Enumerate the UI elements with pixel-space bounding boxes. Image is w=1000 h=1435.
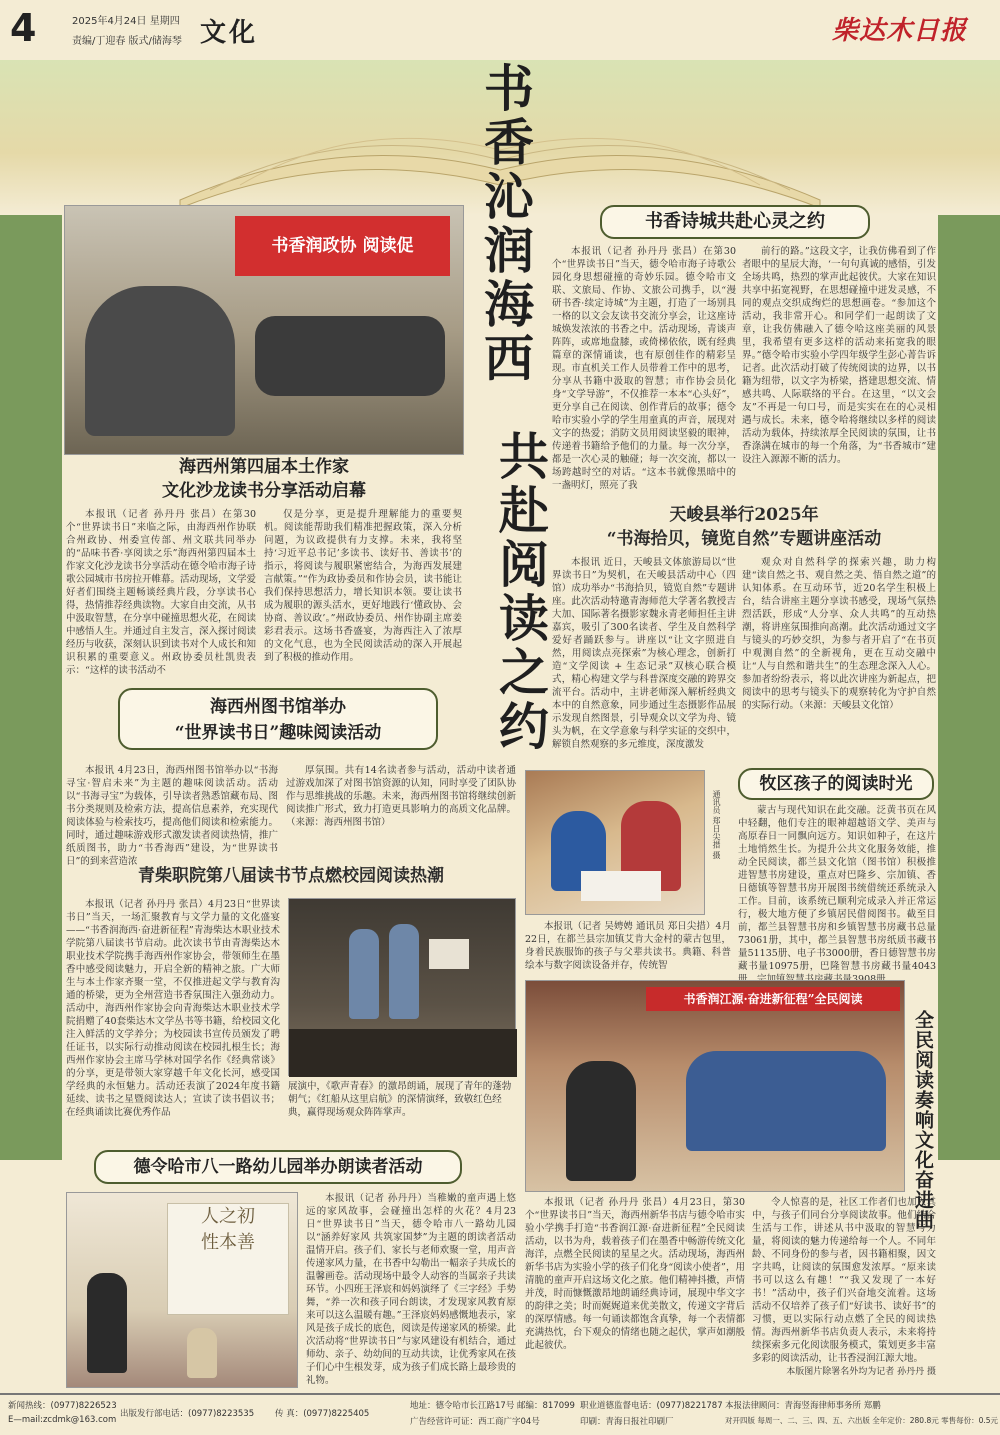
a7-body-col: [306, 1192, 516, 1388]
a7-title-box: 德令哈市八一路幼儿园举办朗读者活动: [94, 1150, 462, 1184]
a5-under-text: 本报讯（记者 吴娉娉 通讯员 郑日尖措）4月22日，在都兰县宗加镇艾肯大金村的蒙古包里，身着民族服饰的孩子与父辈共读书。典籍、科普绘本与数字阅读设备并存，传统智: [525, 921, 731, 971]
a1-col2-text: 仅是分享，更是提升理解能力的重要契机。阅读能帮助我们精准把握政策，深入分析问题，为议政提供有力支撑。未来，我将坚持‘习近平总书记’多读书、读好书、善读书’的指示，将阅读与履职紧密结合，为海西发展建言献策。”“作为政协委员和作协会员，读书能让我们保持思想活力，增长知识本领。要让读书成为履职的源头活水，更好地践行‘懂政协、会协商、善议政’。”州政协委员、州作协副主席姜彩君表示。这场书香盛宴，为海西注入了浓厚的文化气息，也为全民阅读活动的深入开展起到了积极的推动作用。: [264, 509, 462, 663]
page-header: [0, 0, 1000, 58]
students-group: [686, 1051, 886, 1151]
a2-title-box: 书香诗城共赴心灵之约: [600, 205, 870, 239]
footer-legal-counsel: 本报法律顾问：青海竖海律师事务所 郑鹏: [725, 1401, 881, 1411]
page-number: 4: [10, 6, 37, 50]
a1-headline-line2: 文化沙龙读书分享活动启幕: [162, 481, 366, 501]
a4-col2-text: 厚氛围。共有14名读者参与活动，活动中读者通过游戏加深了对图书馆资源的认知，同时享受了团队协作与思维挑战的乐趣。未来，海西州图书馆将继续创新阅读推广形式，致力打造更具影响力的高质文化品牌。（来源：海西州图书馆）: [286, 765, 516, 828]
a4-title-box: [118, 688, 438, 750]
a5-side-text: 蒙古与现代知识在此交融。泛黄书页在风中轻翻，他们专注的眼神超越语文学、美声与高原春日一同飘向远方。知识如种子，在这片土地悄然生长。为提升公共文化服务效能，推动全民阅读，都兰县文化馆（图书馆）积极推进智慧书房建设，重点对巴隆乡、宗加镇、香日德镇等智慧书房开展图书统借统还系统录入工作。目前，该系统已顺利完成录入并正常运行，极大地方便了乡镇居民借阅图书。截至目前，都兰县智慧书房和乡镇智慧书房藏书总量73061册，其中，都兰县智慧书房纸质书藏书量51135册、电子书3000册，香日德智慧书房藏书量10975册，巴隆智慧书房藏书量4043: [738, 805, 936, 972]
a6-col-text: 本报讯（记者 孙丹丹 张昌）4月23日“世界读书日”当天，一场汇聚教育与文学力量的文化盛宴——“书香润海西·奋进新征程”青海柴达木职业技术学院第八届读书节启动。此次读书节由青海柴达木职业技术学院携手海西州作家协会，带领师生在墨香中感受阅读魅力，开启全新的精神之旅。广大师生与本土作家齐聚一堂，不仅推进起文学与教育沟通的桥梁，更为全州营造书香氛围注入强劲动力。活动中，海西州作家协会向青海柴达木职业技术学院捐赠了40套柴达木文学丛书等书籍，给校园文化注入鲜活的文学养分；为校园读书宣传员颁发了聘任证书，以实际行动推动阅读在校园扎根生长；海西州作家协会主席马学林对国学名作《经典常谈》的分享，更是带领大家穿越千年文化长河，感受国学经典的永恒魅力。活动还表演了2024年度书籍延续、读书之星暨阅读达人；宣读了读书倡议书；在经典诵读比赛优秀作品: [66, 899, 280, 1118]
a5-body-side: [738, 804, 936, 974]
stage-floor: [289, 1029, 517, 1077]
right-green-border: [938, 215, 1000, 1160]
reader-figure: [85, 286, 235, 436]
footer-address: 地址：德令哈市长江路17号 邮编：817099: [410, 1401, 575, 1411]
a6-photo-caption: 展演中，《歌声青春》的激昂朗诵，展现了青年的蓬勃朝气；《红船从这里启航》的深情演绎，致敬红色经典，赢得现场观众阵阵掌声。: [288, 1081, 512, 1118]
a1-body-col1: [66, 508, 256, 680]
a3-body-col2: [742, 556, 936, 744]
footer-news-hotline: 新闻热线：(0977)8226523: [8, 1401, 117, 1411]
section-name: 文化: [200, 18, 259, 48]
stage-screen: 人之初 性本善: [167, 1203, 289, 1315]
a6-body-col: [66, 898, 280, 1144]
a8-col2-text: 令人惊喜的是，社区工作者们也加入其中，与孩子们同台分享阅读故事。他们结合生活与工作，讲述从书中汲取的智慧与力量，将阅读的魅力传递给每一个人。不同年龄、不同身份的参与者，因书籍相聚，因文字共鸣，让阅读的氛围愈发浓厚。“原来读书可以这么有趣！”“我又发现了一本好书！”活动中，孩子们兴奋地交流着。这场活动不仅培养了孩子们“好读书、读好书”的习惯，更以实际行动点燃了全民的阅读热情。海西州新华书店负责人表示，未来将持续探索多元化阅读服务模式，策划更多丰富多彩的阅读活动，让书香浸润江源大地。: [752, 1197, 936, 1364]
a3-col2-text: 观众对自然科学的探索兴趣，助力构建“读自然之书、观自然之美、悟自然之道”的认知体系。在互动环节，近20名学生积极上台，结合讲座主题分享读书感受，现场气氛热烈活跃，形成“人分享、众人共鸣”的互动热潮，将讲座氛围推向高潮。此次活动通过文字与镜头的巧妙交织，为参与者开启了“在书页中观测自然”的全新视角，更在互动交融中让“人与自然和谐共生”的生态理念深入人心。参加者纷纷表示，将以此次讲座为新起点，把阅读中的思考与镜头下的观察转化为守护自然的实际行动。（来源：天峻县文化馆）: [742, 557, 936, 711]
performer-2: [389, 924, 419, 1019]
footer-ad-license: 广告经营许可证：西工商广字04号: [410, 1417, 540, 1427]
a2-col1-text: 本报讯（记者 孙丹丹 张昌）在第30个“世界读书日”当天，德令哈市海子诗歌公园化身思想碰撞的奇妙乐园。德令哈市文联、文旅局、作协、文旅公司携手，以“漫研书香·续定诗城”为主题，打造了一场别具一格的以文会友读书交流分享会，让这座诗城焕发浓浓的书香之中。活动现场，青谈声阵阵，或席地盘膝，或倚梯依依，既有经典篇章的深情诵读，也有原创佳作的精彩呈现。市直机关工作人员带着工作中的思考，分享从书籍中汲取的智慧；市作协会员化身“文学导游”，不仅推荐一本本“心头好”，更分享自己在阅读、创作背后的故事；德令哈市实验小学的学生用童真的声音，展现对文字的热爱；消防文员用阅读坚毅的眼神，传递着书籍给予他们的力量。每一次分享，都是一次心灵的触碰；每一次交流，都以一场跨越时空的对话。“这本书就像黑暗中的一盏明灯，照亮了我: [552, 246, 736, 491]
a5-title-box: 牧区孩子的阅读时光: [738, 768, 934, 800]
a8-col1-text: 本报讯（记者 孙丹丹 张昌）4月23日，第30个“世界读书日”当天，海西州新华书店与德令哈市实验小学携手打造“书香润江源·奋进新征程”全民阅读活动，以书为舟，载着孩子们在墨香中畅游传统文化海洋，点燃全民阅读的星星之火。活动现场，海西州新华书店为实验小学的孩子们化身“阅读小使者”，用清脆的童声开启这场文化之旅。他们精神抖擞，声情并茂，时而慷慨激昂地朗诵经典诗词，展现中华文字的韵律之美；时而娓娓道来优美散文，传递文字背后的深厚情感。每一句诵读都饱含真挚，每一个表情都充满热忱，台下观众的情绪也随之起伏，掌声如潮般此起彼伏。: [525, 1197, 745, 1351]
footer-printer: 印刷：青海日报社印刷厂: [580, 1417, 674, 1427]
kindergarten-photo: [66, 1192, 298, 1388]
editors-line: 责编/丁迎春 版式/储海琴: [72, 36, 182, 47]
a8-vertical-title: 全民阅读奏响文化奋进曲: [912, 1010, 934, 1230]
child-figure: [187, 1328, 217, 1378]
footer-ethics-phone: 职业道德监督电话：(0977)8221787: [580, 1401, 723, 1411]
pastoral-kids-photo: [525, 770, 705, 915]
audience-figures: [255, 316, 445, 396]
a3-headline-line2: “书海拾贝，镜览自然”专题讲座活动: [606, 529, 882, 549]
footer-pricing: 对开四版 每周一、二、三、四、五、六出版 全年定价：280.8元 零售每份：0.5元: [725, 1416, 999, 1425]
a6-headline: 青柴职院第八届读书节点燃校园阅读热潮: [138, 866, 444, 886]
a3-headline: [552, 503, 936, 553]
a1-headline-line1: 海西州第四届本土作家: [179, 457, 349, 477]
a4-col1-text: 本报讯 4月23日，海西州图书馆举办以“书海寻宝·智启未来”为主题的趣味阅读活动。活动以“书海寻宝”为载体，引导读者熟悉馆藏布局、图书分类规则及检索方法，提高信息素养，充实现代阅读体验与检索技巧，提高他们阅读和检索能力。同时，通过趣味游戏形式激发读者阅读热情，推广纸质图书，助力“书香海西”建设，为“世界读书日”的到来营造浓: [66, 765, 278, 867]
a4-body-col1: [66, 764, 278, 867]
national-reading-photo: [525, 980, 905, 1192]
a1-col1-text: 本报讯（记者 孙丹丹 张昌）在第30个“世界读书日”来临之际，由海西州作协联合州政协、州委宣传部、州文联共同举办的“品味书香·享阅读之乐”海西州第四届本土作家文化沙龙读书分享活动在德令哈市海子诗歌公园城市书房拉开帷幕。活动现场，文学爱好者们围绕主题畅谈经典片段，分享读书心得，热情推荐经典读物。大家自由交流，从书中汲取智慧，在分享中碰撞思想火花，在阅读中感悟人生。并通过自主发言，深入探讨阅读经历与收获，深刻认识到读书对个人成长和知识积累的重要意义。州政协委员杜凯贵表示：“这样的读书活动不: [66, 509, 257, 676]
footer-fax: 传 真：(0977)8225405: [275, 1409, 370, 1419]
staff-figure: [566, 1061, 636, 1181]
left-green-border: [0, 215, 62, 1160]
a1-headline: [66, 455, 462, 505]
a2-col2-text: 前行的路。”这段文字，让我仿佛看到了作者眼中的星辰大海，‘一句句真诚的感悟，引发全场共鸣，热烈的掌声此起彼伏。大家在知识共享中拓宽视野，在思想碰撞中迸发灵感，不同的观点交织成绚烂的思想画卷。“参加这个活动，我非常开心。和同学们一起朗读了文章，让我仿佛融入了德令哈这座美丽的风景里，我希望有更多这样的活动来拓宽我的眼界。”德令哈市实验小学四年级学生彭心菁告诉记者。此次活动打破了传统阅读的边界，以书籍为纽带，以文字为桥梁，搭建思想交流、情感共鸣、人际联络的平台。在这里，“以文会友”不再是一句口号，而是实实在在的心灵相遇与成长。未来，德令哈将继续以多样的阅读活动为载体，持续浓厚全民阅读的氛围，让书香涤满在城市的每一个角落，为“书香城市”建设注入源源不断的活力。: [742, 246, 936, 465]
a4-body-col2: [286, 764, 516, 846]
issue-date: 2025年4月24日 星期四: [72, 16, 180, 27]
a2-body-col1: [552, 245, 736, 493]
a3-headline-line1: 天峻县举行2025年: [669, 505, 819, 525]
a8-body-col1: [525, 1196, 745, 1376]
main-title-line1: 书香沁润海西: [476, 62, 535, 386]
footer-email: E—mail:zcdmk@163.com: [8, 1415, 117, 1425]
a3-body-col1: [552, 556, 736, 750]
footer-distribution-phone: 出版发行部电话：(0977)8223535: [120, 1409, 255, 1419]
a1-body-col2: [264, 508, 462, 680]
open-book: [581, 871, 661, 901]
photo-credit-note: 本版图片除署名外均为记者 孙丹丹 摄: [786, 1367, 936, 1377]
reading-event-banner: 书香润江源·奋进新征程”全民阅读: [646, 987, 900, 1011]
a3-col1-text: 本报讯 近日，天峻县文体旅游局以“世界读书日”为契机，在天峻县活动中心（四馆）成功举办“书海拾贝，镜览自然”专题讲座。此次活动特邀青海师范大学著名教授吉大加、国际著名摄影家魏永青老师担任主讲嘉宾，吸引了300名读者、学生及自然科学爱好者踊跃参与。讲座以“让文字照进自然，用阅读点亮探索”为核心理念，创新打造“文学阅读 + 生态记录”双核心联合模式，精心构建文学与科普深度交融的跨界交流平台。活动中，主讲老师深入解析经典文本中的自然意象，同步通过生态摄影作品展示发现自然图景，引导观众以文学为舟、镜头为帆，在文学意象与科学实证的交织中，解锁自然观察的多元维度，深度激发: [552, 557, 736, 750]
a4-headline-line2: “世界读书日”趣味阅读活动: [174, 723, 382, 743]
salon-banner: 书香润政协 阅读促: [235, 216, 450, 276]
writers-salon-photo: [64, 205, 464, 455]
performer-book: [429, 939, 469, 969]
page-footer: [0, 1393, 1000, 1435]
a8-body-col2: [752, 1196, 936, 1364]
a5-photo-credit: 通讯员 郑日尖措 摄: [712, 790, 721, 860]
a5-body-under: [525, 920, 731, 974]
a4-headline-line1: 海西州图书馆举办: [210, 697, 346, 717]
performer-1: [349, 929, 379, 1019]
reading-festival-photo: [288, 898, 516, 1076]
main-title-line2: 共赴阅读之约: [491, 430, 550, 754]
a7-col-text: 本报讯（记者 孙丹丹）当稚嫩的童声遇上悠远的家风故事，会碰撞出怎样的火花？4月23日“世界读书日”当天，德令哈市八一路幼儿园以“涵养好家风 共筑家国梦”为主题的朗读者活动温情开启。孩子们、家长与老师欢聚一堂，用声音传递家风力量，在书香中勾勒出一幅亲子共成长的温馨画卷。活动现场中最令人动容的当属亲子共读环节。小四班王泽宸和妈妈演绎了《三字经》手势舞，“养一次和孩子同台朗读，才发现家风教育原来可以这么温暖有趣。”王泽宸妈妈感慨地表示，家风是孩子成长的底色，阅读是传递家风的桥梁。此次活动将“世界读书日”与家风建设有机结合，通过师幼、亲子、幼幼间的互动共读，让优秀家风在孩子们心中生根发芽，成为孩子们成长路上最珍贵的礼物。: [306, 1193, 516, 1386]
a2-body-col2: [742, 245, 936, 493]
newspaper-masthead: 柴达木日报: [832, 16, 968, 46]
teacher-figure: [87, 1273, 127, 1373]
